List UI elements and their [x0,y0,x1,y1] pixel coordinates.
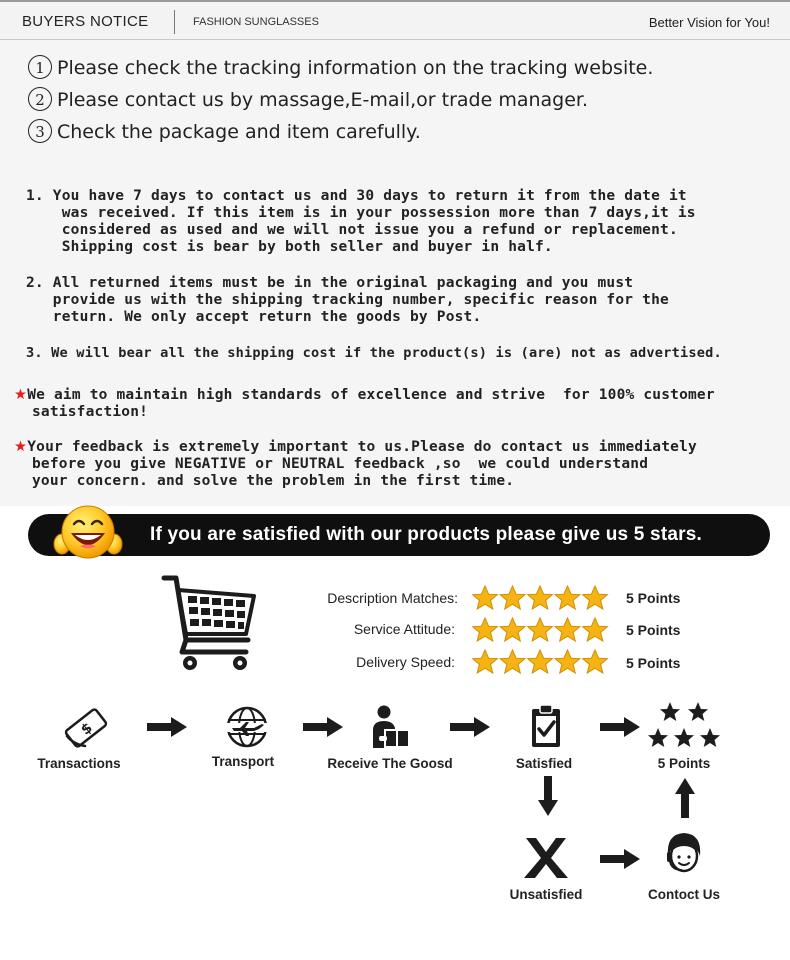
rating-stars-description [472,585,612,611]
step-text: Please check the tracking information on the tracking website. [57,57,654,79]
arrow-right-icon [600,849,640,869]
rating-stars-delivery [472,649,612,675]
gold-star-icon [500,618,525,641]
gold-star-icon [528,586,553,609]
rule-line: was received. If this item is in your possession more than 7 days,it is [26,205,696,221]
smiley-face-icon [52,502,124,564]
shopping-cart-icon [160,572,260,674]
person-with-box-icon [369,704,413,750]
rating-points-description: 5 Points [626,590,681,606]
money-bill-icon [63,706,109,750]
arrow-right-icon [147,717,187,737]
step-number: 3 [28,119,52,143]
header-bar [0,0,790,40]
header-title: BUYERS NOTICE [22,13,149,30]
flow-label-transactions: Transactions [37,756,121,771]
rule-1 [26,188,696,256]
rating-stars-service [472,617,612,643]
cross-icon [522,836,570,880]
step-2 [28,87,588,111]
note-feedback [14,439,697,490]
rating-label-service: Service Attitude: [353,621,455,637]
gold-star-icon [500,586,525,609]
step-3 [28,119,421,143]
five-stars-icon [646,702,724,750]
rating-label-description: Description Matches: [327,590,458,606]
gold-star-icon [473,618,498,641]
gold-star-icon [528,618,553,641]
step-1 [28,55,653,79]
note-line: your concern. and solve the problem in the first time. [32,473,515,489]
note-line: satisfaction! [32,404,149,420]
rule-line: 3. We will bear all the shipping cost if the product(s) is (are) not as advertised. [26,345,722,361]
note-line: before you give NEGATIVE or NEUTRAL feedback ,so we could understand [32,456,649,472]
rating-points-service: 5 Points [626,622,681,638]
note-line: We aim to maintain high standards of excellence and strive for 100% customer [27,387,715,403]
rating-label-delivery: Delivery Speed: [356,654,455,670]
gold-star-icon [583,618,608,641]
header-divider [174,10,175,34]
gold-star-icon [473,650,498,673]
flow-label-receive: Receive The Goosd [327,756,453,771]
gold-star-icon [473,586,498,609]
step-text: Please contact us by massage,E-mail,or trade manager. [57,89,589,111]
gold-star-icon [555,618,580,641]
globe-plane-icon [224,704,270,750]
header-subtitle: FASHION SUNGLASSES [193,16,319,28]
gold-star-icon [583,650,608,673]
banner-text: If you are satisfied with our products please give us 5 stars. [150,524,702,545]
gold-star-icon [583,586,608,609]
rating-points-delivery: 5 Points [626,655,681,671]
note-line: Your feedback is extremely important to us.Please do contact us immediately [27,439,697,455]
red-star-icon: ★ [14,439,28,455]
clipboard-check-icon [530,703,562,749]
rule-line: 2. All returned items must be in the original packaging and you must [26,275,634,291]
svg-text:$: $ [78,719,96,739]
flow-label-points: 5 Points [657,756,711,771]
customer-service-icon [664,830,704,874]
rule-line: Shipping cost is bear by both seller and buyer in half. [26,239,553,255]
flow-label-transport: Transport [211,754,275,769]
rule-line: return. We only accept return the goods by Post. [26,309,482,325]
five-star-banner [28,514,770,556]
rule-3 [26,345,722,362]
gold-star-icon [555,586,580,609]
arrow-right-icon [303,717,343,737]
header-tagline: Better Vision for You! [648,15,770,30]
step-number: 1 [28,55,52,79]
rule-line: 1. You have 7 days to contact us and 30 days to return it from the date it [26,188,687,204]
rule-2 [26,275,669,326]
rule-line: considered as used and we will not issue you a refund or replacement. [26,222,678,238]
gold-star-icon [555,650,580,673]
note-excellence [14,387,715,421]
gold-star-icon [528,650,553,673]
arrow-right-icon [450,717,490,737]
step-number: 2 [28,87,52,111]
red-star-icon: ★ [14,387,28,403]
gold-star-icon [500,650,525,673]
arrow-up-icon [675,778,695,818]
step-text: Check the package and item carefully. [57,121,421,143]
arrow-right-icon [600,717,640,737]
arrow-down-icon [538,776,558,816]
flow-label-unsatisfied: Unsatisfied [509,887,583,902]
rule-line: provide us with the shipping tracking number, specific reason for the [26,292,669,308]
flow-label-satisfied: Satisfied [515,756,573,771]
flow-label-contact: Contoct Us [648,887,720,902]
